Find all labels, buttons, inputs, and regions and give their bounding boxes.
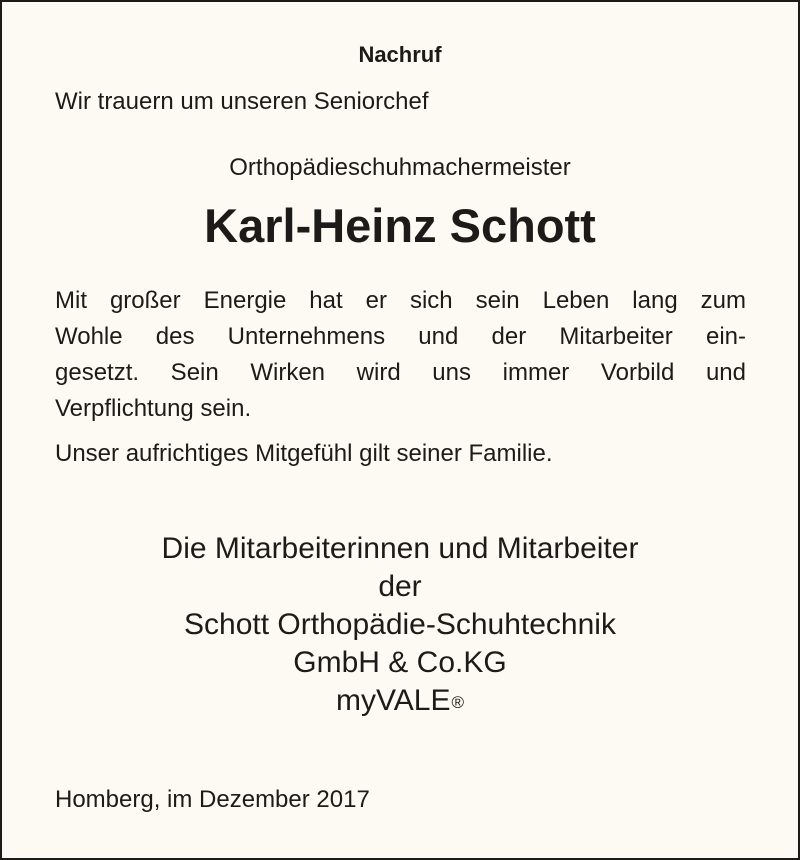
tribute-line: Verpflichtung sein. [55,395,252,422]
place-date: Homberg, im Dezember 2017 [55,786,370,813]
deceased-name: Karl-Heinz Schott [204,199,596,252]
tribute-paragraph [55,283,746,427]
signature-line: der [378,570,422,603]
company-name: Schott Orthopädie-Schuhtechnik [184,608,616,641]
company-legal-form: GmbH & Co.KG [293,646,507,679]
deceased-profession: Orthopädieschuhmachermeister [229,154,571,181]
tribute-line: Mit großer Energie hat er sich sein Leben lang zum [55,287,746,314]
registered-mark: ® [451,693,464,712]
signature-block [2,530,798,720]
tribute-line: Wohle des Unternehmens und der Mitarbeiter ein- [55,323,746,350]
brand-name: myVALE [335,684,451,717]
tribute-line: gesetzt. Sein Wirken wird uns immer Vorbild und [55,359,746,386]
intro-line: Wir trauern um unseren Seniorchef [55,88,429,115]
signature-line: Die Mitarbeiterinnen und Mitarbeiter [161,532,639,565]
brand-name-line [2,682,798,720]
notice-heading: Nachruf [358,42,442,67]
condolence-line: Unser aufrichtiges Mitgefühl gilt seiner Familie. [55,440,553,467]
